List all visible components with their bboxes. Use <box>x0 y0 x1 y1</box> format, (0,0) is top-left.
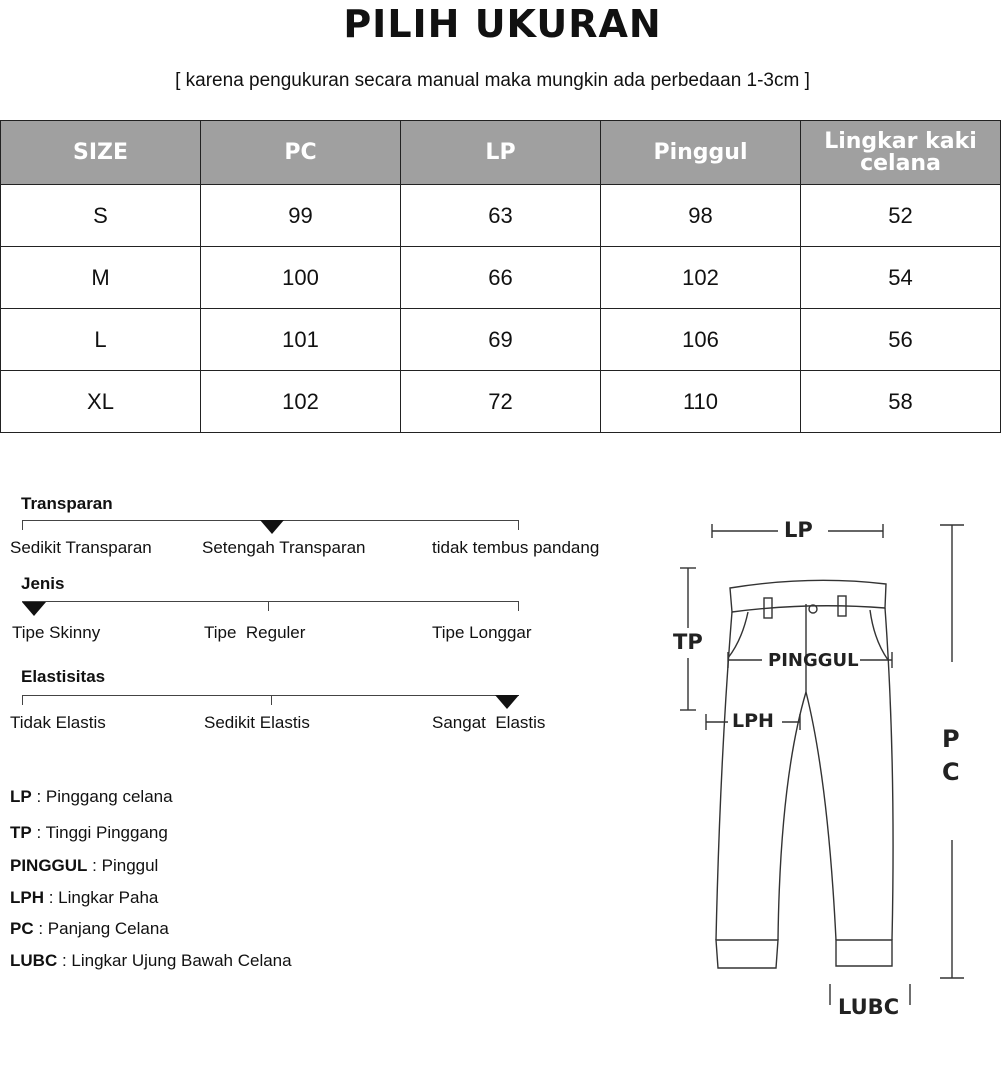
label-lubc: LUBC <box>838 995 900 1019</box>
table-row <box>1 371 1001 433</box>
label-pc-1: P <box>942 725 960 753</box>
legend-desc: : Lingkar Paha <box>44 888 159 907</box>
label-lph: LPH <box>732 710 774 732</box>
legend-desc: : Pinggul <box>87 856 159 875</box>
label-tp: TP <box>673 630 703 654</box>
selected-marker-icon <box>495 695 519 709</box>
table-row <box>1 309 1001 371</box>
scale-option: Tipe Reguler <box>204 623 306 642</box>
header-pc: PC <box>201 121 401 185</box>
selected-marker-icon <box>22 602 46 616</box>
pants-measurement-diagram <box>630 500 1005 1040</box>
header-size: SIZE <box>1 121 201 185</box>
cell-pinggul: 102 <box>601 247 801 309</box>
scale-option: Setengah Transparan <box>202 538 366 557</box>
legend-item <box>10 787 173 807</box>
cell-lingkar-kaki: 54 <box>801 247 1001 309</box>
scale-line <box>22 601 519 602</box>
cell-lp: 66 <box>401 247 601 309</box>
scale-tick <box>518 601 519 611</box>
legend-code: LUBC <box>10 951 58 970</box>
legend-code: TP <box>10 823 32 842</box>
measurement-note: [ karena pengukuran secara manual maka mungkin ada perbedaan 1-3cm ] <box>175 70 810 91</box>
scale-option: tidak tembus pandang <box>432 538 600 557</box>
scale-label: Jenis <box>21 574 65 593</box>
scale-option: Tipe Skinny <box>12 623 101 642</box>
page-title: PILIH UKURAN <box>343 2 662 46</box>
scale-option: Tipe Longgar <box>432 623 532 642</box>
scale-label: Elastisitas <box>21 667 106 686</box>
header-lp: LP <box>401 121 601 185</box>
legend-code: LPH <box>10 888 44 907</box>
table-row <box>1 247 1001 309</box>
scale-option: Tidak Elastis <box>10 713 106 732</box>
scale-label: Transparan <box>21 494 113 513</box>
scale-option: Sangat Elastis <box>432 713 546 732</box>
legend-desc: : Lingkar Ujung Bawah Celana <box>57 951 292 970</box>
cell-pc: 101 <box>201 309 401 371</box>
cell-lp: 72 <box>401 371 601 433</box>
legend-desc: : Pinggang celana <box>31 787 173 806</box>
cell-pc: 102 <box>201 371 401 433</box>
legend-item <box>10 919 169 939</box>
cell-lp: 63 <box>401 185 601 247</box>
legend-code: LP <box>10 787 32 806</box>
cell-pinggul: 98 <box>601 185 801 247</box>
cell-size: XL <box>1 371 201 433</box>
legend-code: PC <box>10 919 34 938</box>
scale-tick <box>271 695 272 705</box>
cell-size: L <box>1 309 201 371</box>
cell-pinggul: 106 <box>601 309 801 371</box>
scale-tick <box>22 695 23 705</box>
label-pc-2: C <box>942 758 960 786</box>
scale-tick <box>22 520 23 530</box>
header-lingkar-kaki: Lingkar kaki celana <box>801 121 1001 185</box>
table-header-row <box>1 121 1001 185</box>
cell-lp: 69 <box>401 309 601 371</box>
scale-option: Sedikit Transparan <box>10 538 152 557</box>
scale-jenis <box>0 574 640 644</box>
legend-item <box>10 856 158 876</box>
cell-lingkar-kaki: 52 <box>801 185 1001 247</box>
cell-size: S <box>1 185 201 247</box>
scale-tick <box>518 520 519 530</box>
cell-lingkar-kaki: 58 <box>801 371 1001 433</box>
legend-desc: : Tinggi Pinggang <box>31 823 168 842</box>
legend-desc: : Panjang Celana <box>33 919 169 938</box>
cell-lingkar-kaki: 56 <box>801 309 1001 371</box>
cell-pinggul: 110 <box>601 371 801 433</box>
scale-option: Sedikit Elastis <box>204 713 310 732</box>
label-pinggul: PINGGUL <box>768 650 859 671</box>
table-row <box>1 185 1001 247</box>
header-pinggul: Pinggul <box>601 121 801 185</box>
legend-code: PINGGUL <box>10 856 88 875</box>
label-lp: LP <box>784 518 813 542</box>
cell-pc: 99 <box>201 185 401 247</box>
scale-tick <box>268 601 269 611</box>
selected-marker-icon <box>260 520 284 534</box>
legend-item <box>10 888 158 908</box>
legend-item <box>10 823 168 843</box>
cell-size: M <box>1 247 201 309</box>
scale-transparan <box>0 494 640 564</box>
size-table <box>0 120 1001 433</box>
legend-item <box>10 951 292 971</box>
cell-pc: 100 <box>201 247 401 309</box>
scale-elastisitas <box>0 667 640 737</box>
